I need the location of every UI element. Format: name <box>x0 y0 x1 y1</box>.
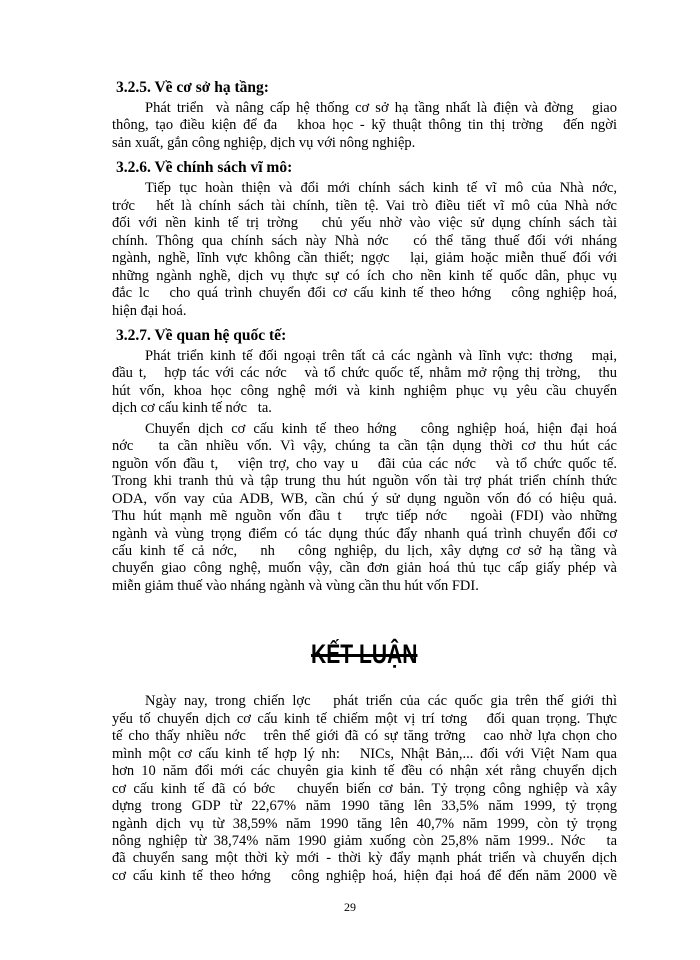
text-line: dựng trong GDP từ 22,67% năm 1990 tăng lên 33,5% năm 1999, tỷ trọng <box>112 798 617 815</box>
text-line: sản xuất, gắn công nghiệp, dịch vụ với nông nghiệp. <box>112 134 416 151</box>
text-line: cơ cấu kinh tế theo hớng công nghiệp hoá, hiện đại hoá để đến năm 2000 về <box>112 867 617 884</box>
text-line: mình một cơ cấu kinh tế hợp lý nh: NICs, Nhật Bản,... đối với Việt Nam qua <box>112 745 617 762</box>
page-number: 29 <box>344 900 356 914</box>
text-line: ngành và vùng trọng điểm có tác dụng thúc đẩy nhanh quá trình chuyển đổi cơ <box>112 525 617 542</box>
text-line: Phát triển kinh tế đối ngoại trên tất cả các ngành và lĩnh vực: thơng mại, <box>145 347 617 364</box>
section-heading-3-2-7: 3.2.7. Về quan hệ quốc tế: <box>116 326 287 344</box>
text-line: nớc ta cần nhiều vốn. Vì vậy, chúng ta cần tận dụng thời cơ thu hút các <box>112 438 617 455</box>
text-line: cơ cấu kinh tế đã có bớc chuyển biến cơ bản. Tỷ trọng công nghiệp và xây <box>112 780 617 797</box>
text-line: ODA, vốn vay của ADB, WB, cần chú ý sử dụng nguồn vốn đó có hiệu quả. <box>112 490 617 507</box>
section-heading-3-2-5: 3.2.5. Về cơ sở hạ tầng: <box>116 79 269 96</box>
text-line: tế cho thấy nhiều nớc trên thế giới đã có sự tăng trởng cao nhờ lựa chọn cho <box>112 728 617 745</box>
text-line: Trong khi tranh thủ và tập trung thu hút nguồn vốn tài trợ phát triển chính thức <box>112 473 617 490</box>
text-line: Phát triển và nâng cấp hệ thống cơ sở hạ tầng nhất là điện và đờng giao <box>145 100 617 116</box>
text-line: ngành dịch vụ từ 38,59% năm 1990 tăng lên 40,7% năm 1999, còn tỷ trọng <box>112 815 617 832</box>
page-content <box>112 78 617 888</box>
text-line: những ngành nghề, dịch vụ thực sự có ích cho nền kinh tế quốc dân, phục vụ <box>112 267 617 284</box>
text-line: đầu t, hợp tác với các nớc và tổ chức quốc tế, nhằm mở rộng thị trờng, thu <box>112 365 617 382</box>
text-line: nông nghiệp từ 38,74% năm 1990 giảm xuống còn 25,8% năm 1999.. Nớc ta <box>112 832 617 849</box>
conclusion-heading: KẾT LUẬN <box>311 639 418 670</box>
text-line: Thu hút mạnh mẽ nguồn vốn đầu t trực tiếp nớc ngoài (FDI) vào những <box>112 508 617 525</box>
text-line: dịch cơ cấu kinh tế nớc ta. <box>112 400 272 417</box>
text-line: đã chuyển sang một thời kỳ mới - thời kỳ đẩy mạnh phát triển và chuyển dịch <box>112 850 617 867</box>
text-line: chính. Thông qua chính sách này Nhà nớc có thể tăng thuế đối với nháng <box>112 232 617 249</box>
text-line: hơn 10 năm đổi mới các chuyên gia kinh tế đều có nhận xét rằng chuyển dịch <box>112 763 617 780</box>
text-line: hút vốn, khoa học công nghệ mới và kinh nghiệm phục vụ yêu cầu chuyển <box>112 382 617 399</box>
conclusion-heading-wrap <box>112 639 617 669</box>
text-line: trớc hết là chính sách tài chính, tiền tệ. Vai trò điều tiết vĩ mô của Nhà nớc <box>112 197 617 214</box>
paragraph-infrastructure <box>112 100 617 152</box>
text-line: miễn giảm thuế vào nháng ngành và vùng cần thu hút vốn FDI. <box>112 577 479 594</box>
paragraph-international-relations-2 <box>112 421 617 596</box>
text-line: yếu tố chuyển dịch cơ cấu kinh tế chiếm một vị trí tơng đối quan trọng. Thực <box>112 710 617 727</box>
conclusion-paragraph <box>112 693 617 885</box>
text-line: nguồn vốn đầu t, viện trợ, cho vay u đãi của các nớc và tổ chức quốc tế. <box>112 455 617 472</box>
section-heading-3-2-6: 3.2.6. Về chính sách vĩ mô: <box>116 159 293 177</box>
text-line: ngành, nghề, lĩnh vực không cần thiết; ngợc lại, giảm hoặc miễn thuế đối với <box>112 250 617 267</box>
text-line: hiện đại hoá. <box>112 302 187 319</box>
text-line: cấu kinh tế cả nớc, nh công nghiệp, du lịch, xây dựng cơ sở hạ tầng và <box>112 542 617 559</box>
text-line: đắc lc cho quá trình chuyển đổi cơ cấu kinh tế theo hớng công nghiệp hoá, <box>112 285 617 302</box>
text-line: Ngày nay, trong chiến lợc phát triển của các quốc gia trên thế giới thì <box>145 693 617 710</box>
text-line: Chuyển dịch cơ cấu kinh tế theo hớng công nghiệp hoá, hiện đại hoá <box>145 420 617 437</box>
text-line: chuyển giao công nghệ, muốn vậy, cần đơn giản hoá thủ tục cấp giấy phép và <box>112 560 617 577</box>
paragraph-macro-policy <box>112 180 617 320</box>
text-line: thông, tạo điều kiện để đa khoa học - kỹ thuật thông tin thị trờng đến ngời <box>112 117 617 134</box>
paragraph-international-relations-1 <box>112 348 617 418</box>
text-line: Tiếp tục hoàn thiện và đổi mới chính sách kinh tế vĩ mô của Nhà nớc, <box>145 180 617 197</box>
text-line: đối với nền kinh tế trị trờng chủ yếu nhờ vào việc sử dụng chính sách tài <box>112 215 617 232</box>
